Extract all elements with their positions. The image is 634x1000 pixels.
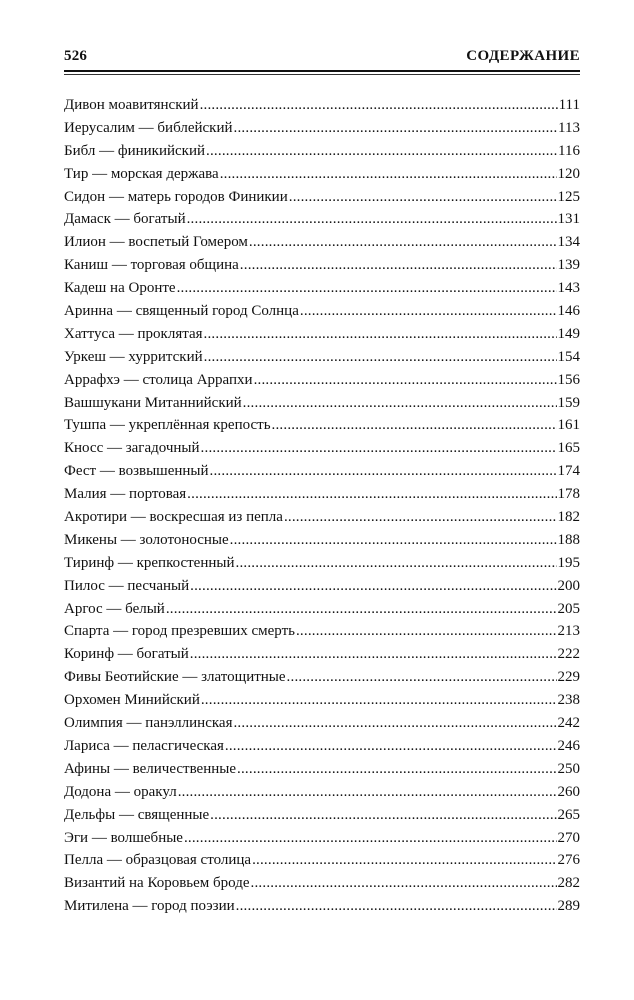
toc-entry-page-number: 265 — [557, 806, 580, 823]
dot-leader — [184, 827, 557, 850]
toc-entry-page-number: 139 — [557, 257, 580, 274]
toc-entry-title: Библ — финикийский — [64, 142, 206, 159]
toc-entry-page-number: 229 — [557, 669, 580, 686]
dot-leader — [187, 483, 556, 506]
toc-entry-page-number: 270 — [557, 829, 580, 846]
toc-entry[interactable] — [64, 140, 580, 163]
dot-leader — [296, 620, 557, 643]
toc-entry[interactable] — [64, 163, 580, 186]
dot-leader — [284, 506, 557, 529]
toc-entry-page-number: 116 — [558, 142, 580, 159]
toc-entry-title: Аррафхэ — столица Аррапхи — [64, 371, 253, 388]
toc-entry[interactable] — [64, 872, 580, 895]
toc-entry[interactable] — [64, 735, 580, 758]
toc-entry-title: Эги — волшебные — [64, 829, 183, 846]
dot-leader — [200, 94, 558, 117]
toc-entry-page-number: 182 — [557, 509, 580, 526]
page-header — [64, 48, 580, 72]
toc-entry[interactable] — [64, 437, 580, 460]
toc-entry-page-number: 149 — [557, 325, 580, 342]
toc-entry[interactable] — [64, 643, 580, 666]
toc-entry-page-number: 161 — [557, 417, 580, 434]
toc-entry-title: Митилена — город поэзии — [64, 898, 235, 915]
toc-entry-title: Додона — оракул — [64, 783, 177, 800]
toc-entry-page-number: 125 — [557, 188, 580, 205]
toc-entry-page-number: 250 — [557, 760, 580, 777]
dot-leader — [210, 460, 557, 483]
toc-entry-title: Каниш — торговая община — [64, 257, 239, 274]
toc-entry-page-number: 213 — [557, 623, 580, 640]
toc-entry-title: Лариса — пеласгическая — [64, 737, 224, 754]
toc-entry[interactable] — [64, 598, 580, 621]
toc-entry-title: Сидон — матерь городов Финикии — [64, 188, 288, 205]
toc-entry-page-number: 134 — [557, 234, 580, 251]
toc-entry[interactable] — [64, 552, 580, 575]
dot-leader — [249, 231, 557, 254]
toc-entry-title: Византий на Коровьем броде — [64, 875, 250, 892]
dot-leader — [201, 437, 557, 460]
toc-entry[interactable] — [64, 506, 580, 529]
toc-entry-page-number: 238 — [557, 692, 580, 709]
dot-leader — [210, 804, 556, 827]
dot-leader — [178, 781, 557, 804]
toc-entry-page-number: 120 — [557, 165, 580, 182]
dot-leader — [230, 529, 557, 552]
page-number: 526 — [64, 48, 88, 64]
dot-leader — [252, 849, 556, 872]
toc-entry[interactable] — [64, 94, 580, 117]
dot-leader — [190, 575, 556, 598]
dot-leader — [206, 140, 557, 163]
dot-leader — [234, 117, 558, 140]
toc-entry-page-number: 154 — [557, 348, 580, 365]
toc-entry[interactable] — [64, 460, 580, 483]
toc-entry-page-number: 222 — [557, 646, 580, 663]
dot-leader — [254, 369, 557, 392]
toc-entry-title: Микены — золотоносные — [64, 531, 229, 548]
toc-entry-page-number: 276 — [557, 852, 580, 869]
toc-entry-title: Коринф — богатый — [64, 646, 189, 663]
toc-entry-title: Дивон моавитянский — [64, 97, 199, 113]
toc-entry-title: Фест — возвышенный — [64, 463, 209, 480]
toc-entry-title: Дамаск — богатый — [64, 211, 186, 228]
toc-entry-page-number: 246 — [557, 737, 580, 754]
toc-entry-title: Пилос — песчаный — [64, 577, 190, 594]
toc-entry[interactable] — [64, 254, 580, 277]
toc-entry[interactable] — [64, 300, 580, 323]
toc-entry-title: Тиринф — крепкостенный — [64, 554, 235, 571]
toc-entry-title: Тушпа — укреплённая крепость — [64, 417, 271, 434]
dot-leader — [187, 208, 557, 231]
toc-entry-page-number: 165 — [557, 440, 580, 457]
running-title: СОДЕРЖАНИЕ — [466, 48, 580, 64]
dot-leader — [177, 277, 557, 300]
dot-leader — [251, 872, 557, 895]
toc-entry[interactable] — [64, 529, 580, 552]
toc-entry-page-number: 188 — [557, 531, 580, 548]
toc-entry-title: Кадеш на Оронте — [64, 280, 176, 297]
dot-leader — [220, 163, 557, 186]
dot-leader — [166, 598, 557, 621]
toc-entry[interactable] — [64, 712, 580, 735]
toc-entry-page-number: 195 — [557, 554, 580, 571]
toc-entry-page-number: 143 — [557, 280, 580, 297]
toc-entry-page-number: 200 — [557, 577, 580, 594]
toc-entry-title: Илион — воспетый Гомером — [64, 234, 248, 251]
dot-leader — [287, 666, 557, 689]
toc-entry[interactable] — [64, 392, 580, 415]
toc-entry[interactable] — [64, 323, 580, 346]
dot-leader — [243, 392, 557, 415]
dot-leader — [237, 758, 556, 781]
toc-entry[interactable] — [64, 758, 580, 781]
toc-entry-title: Орхомен Минийский — [64, 692, 200, 709]
toc-entry[interactable] — [64, 186, 580, 209]
dot-leader — [272, 414, 557, 437]
toc-entry-title: Аргос — белый — [64, 600, 165, 617]
dot-leader — [240, 254, 557, 277]
toc-entry-title: Малия — портовая — [64, 486, 187, 503]
dot-leader — [233, 712, 556, 735]
toc-entry-title: Пелла — образцовая столица — [64, 852, 252, 869]
toc-entry-title: Спарта — город презревших смерть — [64, 623, 295, 640]
toc-entry[interactable] — [64, 346, 580, 369]
toc-entry-title: Вашшукани Митаннийский — [64, 394, 242, 411]
toc-entry-page-number: 111 — [558, 97, 580, 113]
toc-entry[interactable] — [64, 781, 580, 804]
dot-leader — [201, 689, 557, 712]
toc-entry-title: Хаттуса — проклятая — [64, 325, 203, 342]
dot-leader — [236, 895, 557, 918]
toc-entry-title: Афины — величественные — [64, 760, 237, 777]
dot-leader — [225, 735, 557, 758]
toc-entry-page-number: 156 — [557, 371, 580, 388]
toc-entry-title: Тир — морская держава — [64, 165, 219, 182]
toc-entry[interactable] — [64, 575, 580, 598]
toc-entry[interactable] — [64, 849, 580, 872]
toc-entry-page-number: 260 — [557, 783, 580, 800]
toc-entry[interactable] — [64, 117, 580, 140]
toc-entry[interactable] — [64, 369, 580, 392]
dot-leader — [190, 643, 557, 666]
toc-entry[interactable] — [64, 666, 580, 689]
toc-entry[interactable] — [64, 414, 580, 437]
toc-entry-page-number: 131 — [557, 211, 580, 228]
toc-entry[interactable] — [64, 208, 580, 231]
toc-entry[interactable] — [64, 277, 580, 300]
toc-entry-title: Акротири — воскресшая из пепла — [64, 509, 283, 526]
dot-leader — [300, 300, 557, 323]
toc-entry[interactable] — [64, 689, 580, 712]
toc-entry[interactable] — [64, 231, 580, 254]
toc-entry-title: Фивы Беотийские — златощитные — [64, 669, 286, 686]
table-of-contents — [64, 94, 580, 918]
dot-leader — [236, 552, 557, 575]
toc-entry[interactable] — [64, 827, 580, 850]
toc-entry-page-number: 174 — [557, 463, 580, 480]
dot-leader — [289, 186, 557, 209]
toc-entry-page-number: 146 — [557, 303, 580, 320]
toc-entry-title: Кносс — загадочный — [64, 440, 200, 457]
toc-entry-page-number: 282 — [557, 875, 580, 892]
header-rule-thin — [64, 74, 580, 75]
toc-entry-title: Иерусалим — библейский — [64, 119, 233, 136]
toc-entry-page-number: 205 — [557, 600, 580, 617]
dot-leader — [204, 346, 557, 369]
header-rule — [64, 70, 580, 72]
toc-entry-page-number: 113 — [558, 119, 580, 136]
toc-entry[interactable] — [64, 620, 580, 643]
toc-entry[interactable] — [64, 483, 580, 506]
toc-entry-title: Уркеш — хурритский — [64, 348, 203, 365]
toc-entry[interactable] — [64, 895, 580, 918]
toc-entry[interactable] — [64, 804, 580, 827]
toc-entry-page-number: 289 — [557, 898, 580, 915]
toc-entry-page-number: 242 — [557, 715, 580, 732]
toc-entry-title: Аринна — священный город Солнца — [64, 303, 299, 320]
toc-entry-title: Дельфы — священные — [64, 806, 210, 823]
toc-entry-title: Олимпия — панэллинская — [64, 715, 233, 732]
dot-leader — [204, 323, 557, 346]
toc-entry-page-number: 159 — [557, 394, 580, 411]
toc-entry-page-number: 178 — [557, 486, 580, 503]
